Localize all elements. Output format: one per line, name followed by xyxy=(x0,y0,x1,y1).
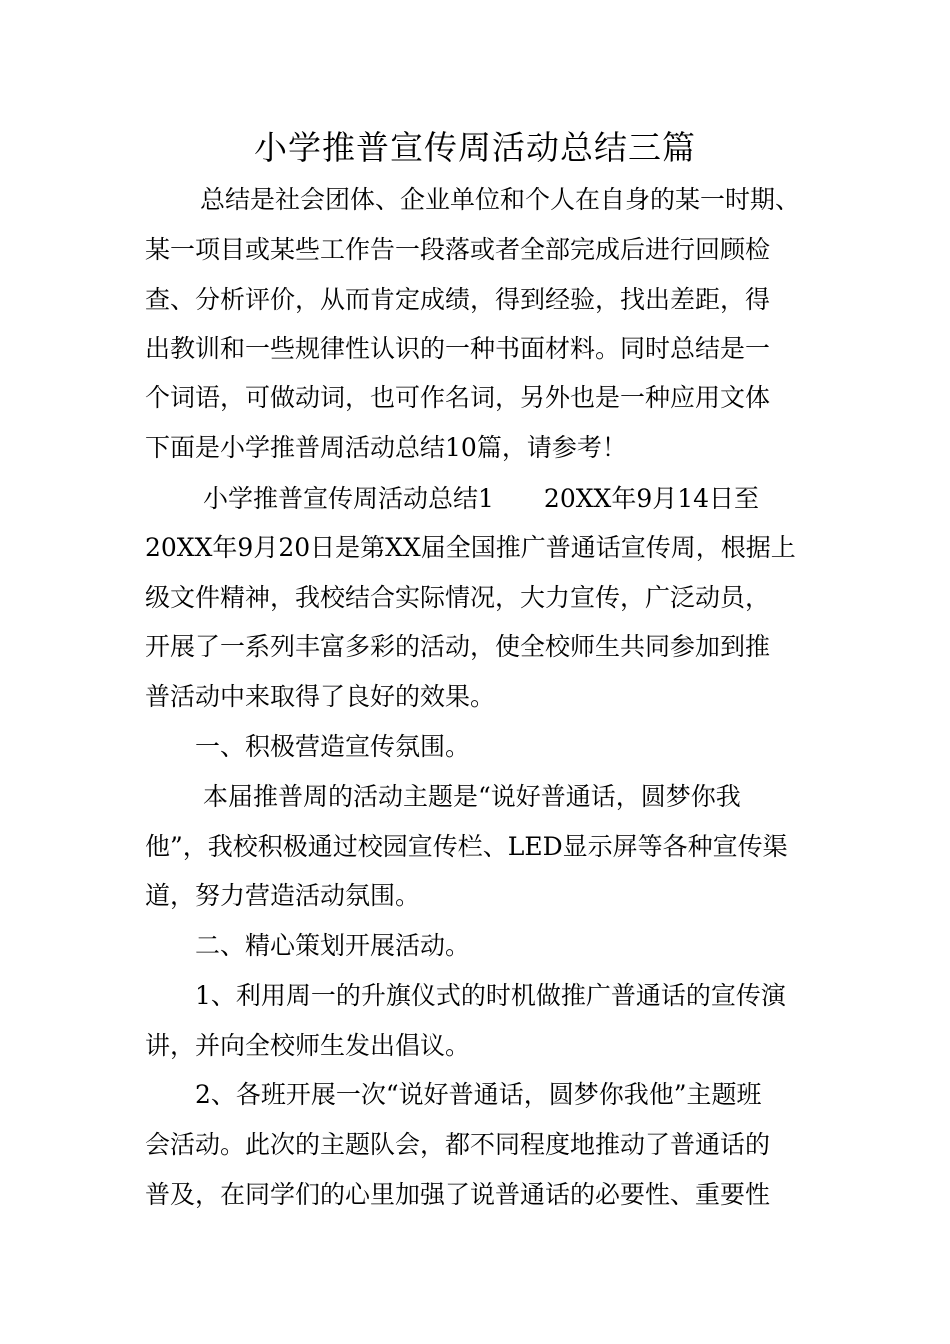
body-line: 下面是小学推普周活动总结10篇，请参考！ xyxy=(145,433,627,462)
body-line: 会活动。此次的主题队会，都不同程度地推动了普通话的 xyxy=(145,1130,771,1159)
body-line: 个词语，可做动词，也可作名词，另外也是一种应用文体 xyxy=(145,383,771,412)
section-heading: 二、精心策划开展活动。 xyxy=(195,931,471,960)
section-heading: 一、积极营造宣传氛围。 xyxy=(195,732,471,761)
document-title: 小学推普宣传周活动总结三篇 xyxy=(254,128,696,167)
body-line: 小学推普宣传周活动总结1 20XX年9月14日至 xyxy=(203,484,760,513)
body-line: 普及，在同学们的心里加强了说普通话的必要性、重要性 xyxy=(145,1180,771,1209)
body-line: 总结是社会团体、企业单位和个人在自身的某一时期、 xyxy=(200,185,801,214)
body-line: 2、各班开展一次“说好普通话，圆梦你我他”主题班 xyxy=(195,1080,762,1109)
body-line: 开展了一系列丰富多彩的活动，使全校师生共同参加到推 xyxy=(145,632,771,661)
body-line: 某一项目或某些工作告一段落或者全部完成后进行回顾检 xyxy=(145,235,771,264)
body-line: 1、利用周一的升旗仪式的时机做推广普通话的宣传演 xyxy=(195,981,786,1010)
body-line: 他”，我校积极通过校园宣传栏、LED显示屏等各种宣传渠 xyxy=(145,832,788,861)
body-line: 20XX年9月20日是第XX届全国推广普通话宣传周，根据上 xyxy=(145,533,796,562)
body-line: 出教训和一些规律性认识的一种书面材料。同时总结是一 xyxy=(145,334,771,363)
body-line: 讲，并向全校师生发出倡议。 xyxy=(145,1031,471,1060)
body-line: 本届推普周的活动主题是“说好普通话，圆梦你我 xyxy=(203,782,741,811)
body-line: 级文件精神，我校结合实际情况，大力宣传，广泛动员， xyxy=(145,583,771,612)
body-line: 道，努力营造活动氛围。 xyxy=(145,881,421,910)
body-line: 普活动中来取得了良好的效果。 xyxy=(145,682,496,711)
body-line: 查、分析评价，从而肯定成绩，得到经验，找出差距，得 xyxy=(145,285,771,314)
